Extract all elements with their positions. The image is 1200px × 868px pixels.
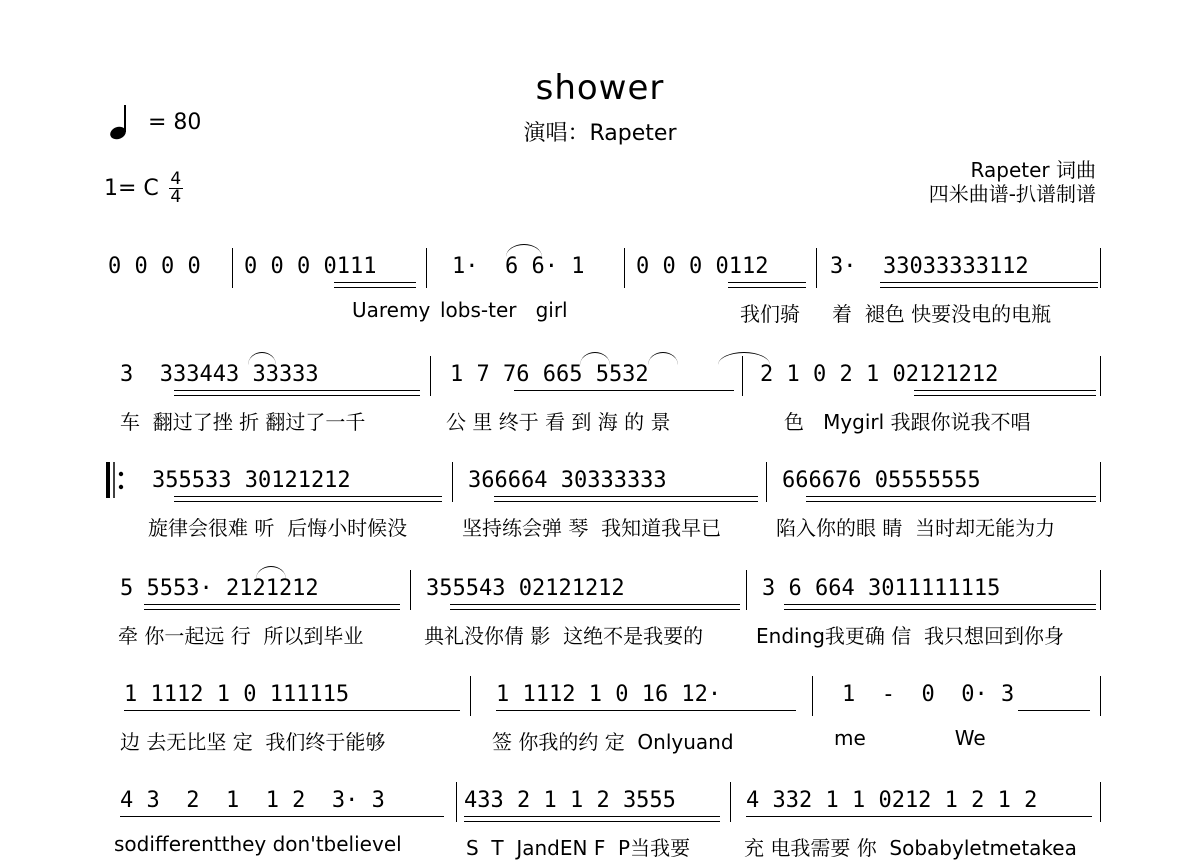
song-title: shower [535,68,665,108]
measure-lyric: S T JandEN F P当我要 [466,836,691,860]
barline [410,570,411,610]
tempo-value: = 80 [148,109,202,135]
measure-lyric: 牵 你一起远 行 所以到毕业 [118,624,364,648]
barline [232,248,233,288]
measure-lyric: 旋律会很难 听 后悔小时候没 [148,516,408,540]
measure-notes: 1 - 0 0· 3 [842,682,1015,707]
beam [144,604,400,612]
measure-notes: 433 2 1 1 2 3555 [464,788,676,813]
barline [456,782,457,822]
key-label: 1= C [104,176,159,201]
slur [506,244,542,257]
beam [464,816,720,824]
barline [452,462,453,502]
beam [514,390,734,398]
measure-lyric: Ending我更确 信 我只想回到你身 [756,624,1065,648]
barline [624,248,625,288]
credit-maker: 四米曲谱-扒谱制谱 [928,182,1096,206]
beam [450,604,740,612]
measure-notes: 3 6 664 3011111115 [762,576,1001,601]
measure-lyric: 我们骑 [740,302,800,326]
score-system-4 [104,566,1104,656]
beam [120,816,444,824]
measure-notes: 366664 30333333 [468,468,667,493]
barline [470,676,471,716]
measure-notes: 2 1 0 2 1 02121212 [760,362,999,387]
measure-lyric: 签 你我的约 定 Onlyuand [492,730,734,754]
tempo-marking [108,102,201,142]
measure-notes: 3· 33033333112 [830,254,1029,279]
score-system-2 [104,352,1104,442]
score-system-6 [104,778,1104,868]
beam [124,710,460,718]
measure-notes: 1 7 76 665 5532 [450,362,649,387]
measure-notes: 0 0 0 0111 [244,254,377,279]
score-system-5 [104,672,1104,762]
measure-lyric: Uaremy [352,298,431,322]
measure-notes: 1 1112 1 0 16 12· [496,682,722,707]
repeat-start-sign [104,460,134,502]
measure-lyric: lobs-ter girl [440,298,568,322]
measure-lyric: me We [834,726,986,750]
measure-notes: 1 1112 1 0 111115 [124,682,350,707]
slur [648,352,678,365]
barline [816,248,817,288]
credit-lyrics: Rapeter 词曲 [970,158,1096,182]
slur [580,352,610,365]
barline [1100,782,1101,822]
barline [742,356,743,396]
barline [1100,462,1101,502]
barline [1100,248,1101,288]
beam [914,390,1096,398]
measure-notes: 355533 30121212 [152,468,351,493]
beam [494,496,758,504]
measure-notes: 666676 05555555 [782,468,981,493]
key-signature [104,169,183,207]
time-signature [169,169,183,207]
barline [1100,570,1101,610]
measure-notes: 4 332 1 1 0212 1 2 1 2 [746,788,1038,813]
beam [1018,710,1090,718]
measure-lyric: 典礼没你倩 影 这绝不是我要的 [424,624,704,648]
beam [746,816,1092,824]
score-system-1 [104,244,1104,334]
barline [1100,676,1101,716]
measure-notes: 5 5553· 2121212 [120,576,319,601]
beam [496,710,796,718]
measure-notes: 0 0 0 0 [108,254,201,279]
barline [812,676,813,716]
measure-notes: 355543 02121212 [426,576,625,601]
beam [174,390,420,398]
measure-lyric: 公 里 终于 看 到 海 的 景 [446,410,671,434]
beam [334,282,416,290]
measure-notes: 0 0 0 0112 [636,254,769,279]
barline [1100,356,1101,396]
measure-lyric: sodifferentthey don'tbelievel [114,832,402,856]
barline [730,782,731,822]
barline [746,570,747,610]
measure-notes: 1· 6 6· 1 [452,254,585,279]
measure-notes: 3 333443 33333 [120,362,319,387]
beam [728,282,806,290]
score-system-3 [104,458,1104,548]
time-bottom: 4 [170,187,182,207]
beam [784,604,1096,612]
measure-lyric: 边 去无比坚 定 我们终于能够 [120,730,386,754]
barline [426,248,427,288]
time-top: 4 [170,169,182,189]
barline [766,462,767,502]
measure-lyric: 充 电我需要 你 Sobabyletmetakea [744,836,1077,860]
beam [806,496,1096,504]
measure-lyric: 着 褪色 快要没电的电瓶 [832,302,1052,326]
measure-notes: 4 3 2 1 1 2 3· 3 [120,788,385,813]
beam [880,282,1098,290]
barline [430,356,431,396]
singer-line: 演唱：Rapeter [523,121,677,146]
slur [256,566,286,579]
measure-lyric: 坚持练会弹 琴 我知道我早已 [462,516,722,540]
measure-lyric: 车 翻过了挫 折 翻过了一千 [120,410,366,434]
measure-lyric: 色 Mygirl 我跟你说我不唱 [784,410,1031,434]
quarter-note-icon [108,102,138,142]
measure-lyric: 陷入你的眼 睛 当时却无能为力 [776,516,1056,540]
slur [248,352,276,365]
beam [174,496,442,504]
